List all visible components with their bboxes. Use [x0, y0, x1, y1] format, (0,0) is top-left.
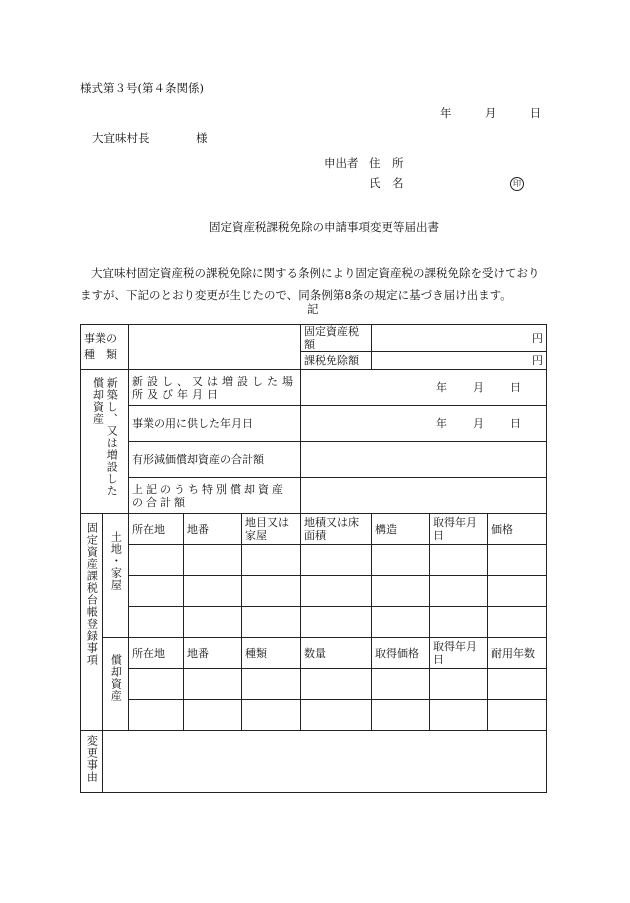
land-cell[interactable]	[242, 576, 301, 607]
business-type-value[interactable]	[129, 325, 301, 370]
land-cell[interactable]	[184, 576, 242, 607]
new-assets-group-label: 新築し、又は増設した償却資産	[81, 370, 129, 514]
land-cell[interactable]	[372, 545, 430, 576]
ki-label: 記	[307, 302, 319, 316]
land-header-lot: 地番	[184, 514, 242, 545]
depr-cell[interactable]	[488, 700, 547, 731]
depr-cell[interactable]	[488, 669, 547, 700]
depr-cell[interactable]	[242, 700, 301, 731]
day-label: 日	[529, 106, 542, 120]
form-number: 様式第３号(第４条関係)	[80, 81, 204, 95]
land-header-price: 価格	[488, 514, 547, 545]
land-cell[interactable]	[488, 576, 547, 607]
land-header-category: 地目又は家屋	[242, 514, 301, 545]
document-title: 固定資産税課税免除の申請事項変更等届出書	[209, 220, 439, 234]
change-reason-label: 変更事由	[81, 731, 103, 793]
land-cell[interactable]	[242, 607, 301, 638]
depr-header-kind: 種類	[242, 638, 301, 669]
land-label: 土地・家屋	[103, 514, 129, 638]
depr-header-acquired: 取得年月日	[430, 638, 488, 669]
land-cell[interactable]	[488, 545, 547, 576]
month-label: 月	[484, 106, 497, 120]
depr-header-acq-price: 取得価格	[372, 638, 430, 669]
form-table	[80, 324, 547, 793]
depr-cell[interactable]	[242, 669, 301, 700]
depr-header-lot: 地番	[184, 638, 242, 669]
land-cell[interactable]	[301, 545, 372, 576]
body-paragraph	[80, 262, 550, 306]
name-label: 氏 名	[369, 176, 404, 190]
land-cell[interactable]	[129, 607, 184, 638]
land-cell[interactable]	[430, 545, 488, 576]
land-header-area: 地積又は床面積	[301, 514, 372, 545]
body-text: 大宜味村固定資産税の課税免除に関する条例により固定資産税の課税免除を受けておりますが、下記のとおり変更が生じたので、同条例第8条の規定に基づき届け出ます。	[80, 266, 540, 302]
depr-header-location: 所在地	[129, 638, 184, 669]
depr-cell[interactable]	[129, 700, 184, 731]
depr-cell[interactable]	[184, 700, 242, 731]
land-cell[interactable]	[372, 576, 430, 607]
depr-cell[interactable]	[184, 669, 242, 700]
depr-header-quantity: 数量	[301, 638, 372, 669]
address-label: 住 所	[369, 156, 404, 170]
land-cell[interactable]	[184, 607, 242, 638]
date-line	[440, 108, 541, 120]
land-cell[interactable]	[301, 576, 372, 607]
land-cell[interactable]	[430, 576, 488, 607]
land-cell[interactable]	[184, 545, 242, 576]
addressee-honorific: 様	[196, 131, 208, 145]
depr-cell[interactable]	[301, 700, 372, 731]
land-header-acquired: 取得年月日	[430, 514, 488, 545]
new-row-business-date: 事業の用に供した年月日	[129, 406, 301, 442]
exempt-amount-label: 課税免除額	[301, 352, 372, 370]
land-header-structure: 構造	[372, 514, 430, 545]
depreciable-label: 償却資産	[103, 638, 129, 731]
land-cell[interactable]	[242, 545, 301, 576]
new-row-location: 新設し、又は増設した場所及び年月日	[129, 370, 301, 406]
new-row-total: 有形減価償却資産の合計額	[129, 442, 301, 478]
tax-amount-label: 固定資産税額	[301, 325, 372, 352]
addressee-name: 大宜味村長	[92, 131, 150, 145]
land-cell[interactable]	[430, 607, 488, 638]
land-header-location: 所在地	[129, 514, 184, 545]
depr-cell[interactable]	[129, 669, 184, 700]
new-row-location-value[interactable]: 年 月 日	[301, 370, 547, 406]
seal-mark: 印	[510, 177, 524, 191]
depr-cell[interactable]	[430, 669, 488, 700]
depr-cell[interactable]	[372, 669, 430, 700]
exempt-amount-value[interactable]: 円	[372, 352, 547, 370]
depr-cell[interactable]	[301, 669, 372, 700]
land-cell[interactable]	[129, 545, 184, 576]
new-row-business-date-value[interactable]: 年 月 日	[301, 406, 547, 442]
tax-amount-value[interactable]: 円	[372, 325, 547, 352]
new-row-special-total-value[interactable]	[301, 478, 547, 514]
year-label: 年	[440, 106, 452, 120]
business-type-label: 事業の種 類	[81, 325, 129, 370]
depr-header-life: 耐用年数	[488, 638, 547, 669]
land-cell[interactable]	[129, 576, 184, 607]
land-cell[interactable]	[372, 607, 430, 638]
depr-cell[interactable]	[430, 700, 488, 731]
new-row-special-total: 上記のうち特別償却資産の合計額	[129, 478, 301, 514]
applicant-label: 申出者	[324, 156, 359, 170]
change-reason-value[interactable]	[103, 731, 547, 793]
new-row-total-value[interactable]	[301, 442, 547, 478]
land-cell[interactable]	[301, 607, 372, 638]
land-cell[interactable]	[488, 607, 547, 638]
depr-cell[interactable]	[372, 700, 430, 731]
register-label: 固定資産課税台帳登録事項	[81, 514, 103, 731]
